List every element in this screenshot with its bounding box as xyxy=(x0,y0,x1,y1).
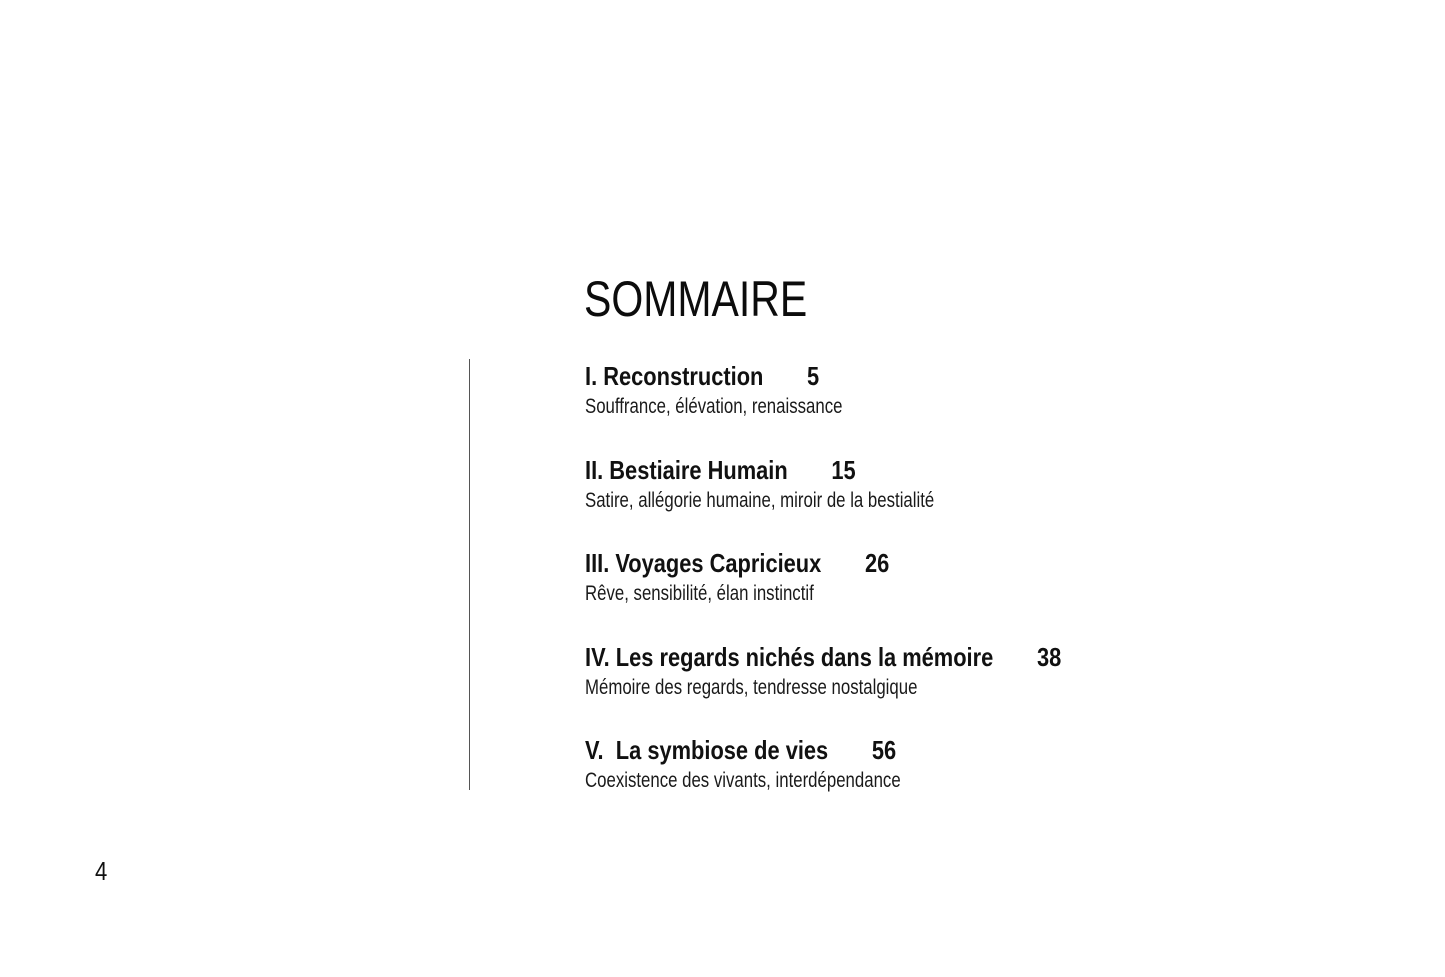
toc-entry-heading xyxy=(585,641,1061,673)
toc-entry-title: I. Reconstruction xyxy=(585,361,764,391)
toc-entry-3[interactable] xyxy=(585,547,1152,641)
toc-entry-page-number: 38 xyxy=(1036,641,1062,672)
toc-entry-2[interactable] xyxy=(585,454,1152,548)
toc-entry-subtitle: Satire, allégorie humaine, miroir de la bestialité xyxy=(585,488,935,512)
toc-entry-page-number: 5 xyxy=(807,361,820,391)
toc-entry-page-number: 26 xyxy=(864,548,890,578)
toc-entry-title: V. La symbiose de vies xyxy=(585,735,829,765)
toc-entry-heading xyxy=(585,454,1061,486)
toc-entry-1[interactable] xyxy=(585,360,1152,454)
toc-entry-subtitle: Souffrance, élévation, renaissance xyxy=(585,395,843,418)
toc-entry-heading xyxy=(585,734,1061,766)
toc-entry-4[interactable] xyxy=(585,641,1152,735)
toc-entry-subtitle: Rêve, sensibilité, élan instinctif xyxy=(585,582,814,605)
toc-entry-page-number: 15 xyxy=(831,454,856,485)
toc-entry-title: II. Bestiaire Humain xyxy=(585,454,788,485)
toc-entry-page-number: 56 xyxy=(871,735,897,765)
page-title: SOMMAIRE xyxy=(584,271,808,327)
vertical-divider xyxy=(469,359,470,790)
toc-entry-heading xyxy=(585,547,1061,579)
table-of-contents xyxy=(585,360,1152,828)
toc-entry-subtitle: Coexistence des vivants, interdépendance xyxy=(585,769,901,792)
toc-entry-5[interactable] xyxy=(585,734,1152,828)
toc-entry-heading xyxy=(585,360,1061,392)
toc-entry-title: III. Voyages Capricieux xyxy=(585,548,822,578)
toc-entry-subtitle: Mémoire des regards, tendresse nostalgique xyxy=(585,675,918,699)
page-number: 4 xyxy=(95,856,108,886)
toc-entry-title: IV. Les regards nichés dans la mémoire xyxy=(585,641,994,672)
